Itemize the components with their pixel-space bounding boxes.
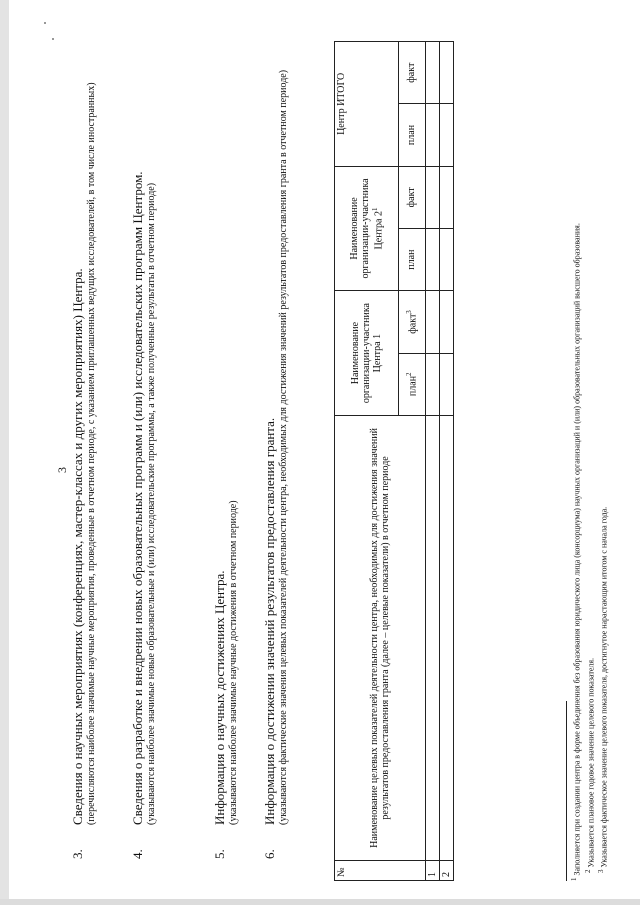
footnote-3-text: Указывается фактическое значение целевого показателя, достигнутое нарастающим итогом с начала года. bbox=[599, 506, 609, 868]
header-org-2 bbox=[335, 166, 399, 291]
cell[interactable] bbox=[440, 104, 454, 166]
section-5 bbox=[212, 41, 240, 881]
footnote-2: $^2$ Указывается плановое годовое значение целевого показателя. bbox=[583, 657, 596, 873]
footnote-1: $^1$ Заполняется при создании центра в форме объединения без образования юридического лица (консорциума) научных организаций и (или) образовательных организаций высшего образования. bbox=[570, 223, 582, 881]
section-3-number: 3. bbox=[70, 849, 85, 859]
cell[interactable] bbox=[440, 42, 454, 104]
section-4-heading bbox=[130, 41, 146, 881]
cell[interactable] bbox=[440, 228, 454, 290]
row-number: 2 bbox=[440, 860, 454, 880]
section-5-heading bbox=[212, 41, 228, 881]
subheader-plan: план bbox=[398, 228, 425, 290]
cell[interactable] bbox=[440, 166, 454, 228]
footnote-ref-3: 3 bbox=[405, 310, 414, 314]
cell[interactable] bbox=[426, 353, 440, 415]
cell[interactable] bbox=[426, 104, 440, 166]
page-number: 3 bbox=[55, 467, 69, 473]
footnotes bbox=[566, 41, 610, 881]
section-3-note: (перечисляются наиболее значимые научные мероприятия, проведенные в отчетном периоде, с указанием приглашенных ведущих исследователей, в том числе иностранных) bbox=[86, 82, 97, 825]
section-6-title: Информация о достижении значений результатов предоставления гранта. bbox=[262, 417, 277, 825]
footnote-2-text: Указывается плановое годовое значение целевого показателя. bbox=[586, 657, 596, 868]
footnote-1-text: Заполняется при создании центра в форме объединения без образования юридического лица (консорциума) научных организаций и (или) образовательных организаций высшего образования. bbox=[572, 223, 582, 876]
section-6-heading bbox=[262, 41, 278, 881]
header-total: Центр ИТОГО bbox=[335, 42, 399, 167]
section-4 bbox=[130, 41, 158, 881]
section-6 bbox=[262, 41, 290, 881]
cell[interactable] bbox=[440, 291, 454, 353]
header-org-1: Наименование организации-участника Центра 1 bbox=[335, 291, 399, 416]
section-3 bbox=[70, 41, 98, 881]
header-number: № bbox=[335, 860, 426, 880]
section-4-number: 4. bbox=[130, 849, 145, 859]
subheader-fact: факт bbox=[398, 166, 425, 228]
subheader-fact: факт bbox=[398, 42, 425, 104]
subheader-fact bbox=[398, 291, 425, 353]
section-5-title: Информация о научных достижениях Центра. bbox=[212, 570, 227, 825]
cell-indicator[interactable] bbox=[426, 415, 440, 860]
header-org-2-label: Наименование организации-участника Центра 2 bbox=[348, 178, 385, 279]
section-6-number: 6. bbox=[262, 849, 277, 859]
row-number: 1 bbox=[426, 860, 440, 880]
section-4-title: Сведения о разработке и внедрении новых образовательных программ и (или) исследовательских программ Центром. bbox=[130, 171, 145, 825]
header-indicator: Наименование целевых показателей деятельности центра, необходимых для достижения значений результатов предоставления гранта (далее – целевые показатели) в отчетном периоде bbox=[335, 415, 426, 860]
section-5-note: (указываются наиболее значимые научные достижения в отчетном периоде) bbox=[228, 500, 239, 825]
fact-label: факт bbox=[407, 313, 419, 334]
cell-indicator[interactable] bbox=[440, 415, 454, 860]
plan-label: план bbox=[407, 375, 419, 397]
cell[interactable] bbox=[426, 166, 440, 228]
section-3-title: Сведения о научных мероприятиях (конференциях, мастер-классах и других мероприятиях) Центра. bbox=[70, 268, 85, 825]
section-5-number: 5. bbox=[212, 849, 227, 859]
cell[interactable] bbox=[426, 291, 440, 353]
subheader-plan: план bbox=[398, 104, 425, 166]
table-row bbox=[440, 42, 454, 881]
cell[interactable] bbox=[426, 228, 440, 290]
footnote-divider bbox=[566, 701, 567, 881]
cell[interactable] bbox=[440, 353, 454, 415]
cell[interactable] bbox=[426, 42, 440, 104]
table-header-row bbox=[335, 42, 399, 881]
section-4-note: (указываются наиболее значимые новые образовательные и (или) исследовательские программы, а также полученные результаты в отчетном периоде) bbox=[146, 182, 157, 825]
subheader-plan bbox=[398, 353, 425, 415]
table-row bbox=[426, 42, 440, 881]
section-6-note: (указываются фактические значения целевых показателей деятельности центра, необходимых для достижения значений результатов предоставления гранта в отчетном периоде) bbox=[278, 69, 289, 825]
footnote-ref-1: 1 bbox=[370, 207, 379, 211]
footnote-3: $^3$ Указывается фактическое значение целевого показателя, достигнутое нарастающим итогом с начала года. bbox=[597, 506, 609, 873]
footnote-ref-2: 2 bbox=[405, 372, 414, 376]
indicators-table bbox=[334, 41, 454, 881]
section-3-heading bbox=[70, 41, 86, 881]
